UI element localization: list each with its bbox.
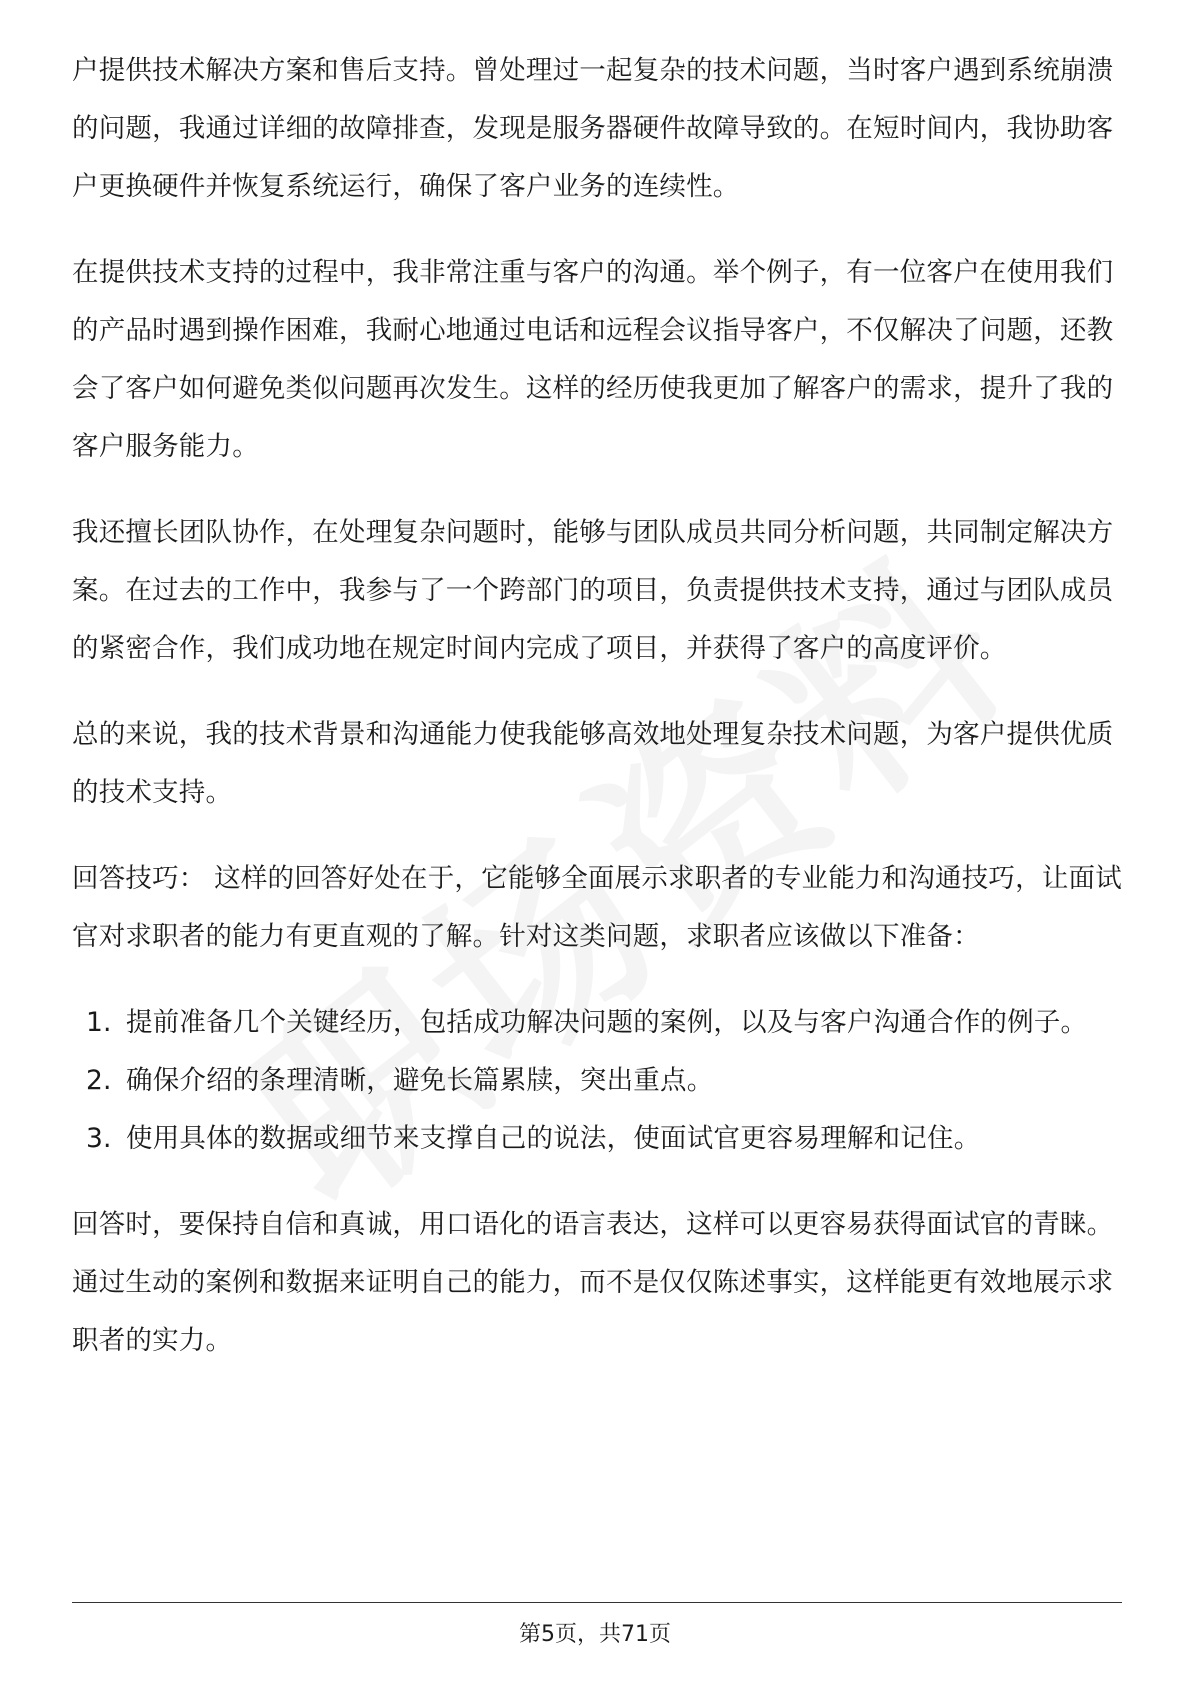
paragraph-teamwork: 我还擅长团队协作，在处理复杂问题时，能够与团队成员共同分析问题，共同制定解决方案。在过去的工作中，我参与了一个跨部门的项目，负责提供技术支持，通过与团队成员的紧密合作，我们成功地在规定时间内完成了项目，并获得了客户的高度评价。 [72, 517, 1114, 664]
page-number: 第5页，共71页 [519, 1622, 671, 1647]
list-item-text: 确保介绍的条理清晰，避免长篇累牍，突出重点。 [126, 1065, 714, 1096]
footer-divider [72, 1602, 1122, 1603]
preparation-list [72, 994, 1122, 1168]
list-item [72, 1052, 1122, 1110]
list-item [72, 994, 1122, 1052]
list-item-number: 2. [86, 1065, 112, 1096]
paragraph-answer-tips: 回答技巧： 这样的回答好处在于，它能够全面展示求职者的专业能力和沟通技巧，让面试官对求职者的能力有更直观的了解。针对这类问题，求职者应该做以下准备： [72, 863, 1122, 952]
list-item [72, 1110, 1122, 1168]
list-item-number: 1. [86, 1007, 112, 1038]
paragraph-technical-support: 户提供技术解决方案和售后支持。曾处理过一起复杂的技术问题，当时客户遇到系统崩溃的问题，我通过详细的故障排查，发现是服务器硬件故障导致的。在短时间内，我协助客户更换硬件并恢复系统运行，确保了客户业务的连续性。 [72, 55, 1114, 202]
paragraph-customer-communication: 在提供技术支持的过程中，我非常注重与客户的沟通。举个例子，有一位客户在使用我们的产品时遇到操作困难，我耐心地通过电话和远程会议指导客户，不仅解决了问题，还教会了客户如何避免类似问题再次发生。这样的经历使我更加了解客户的需求，提升了我的客户服务能力。 [72, 257, 1114, 462]
list-item-text: 使用具体的数据或细节来支撑自己的说法，使面试官更容易理解和记住。 [126, 1123, 981, 1154]
list-item-text: 提前准备几个关键经历，包括成功解决问题的案例，以及与客户沟通合作的例子。 [126, 1007, 1088, 1038]
paragraph-closing: 回答时，要保持自信和真诚，用口语化的语言表达，这样可以更容易获得面试官的青睐。通过生动的案例和数据来证明自己的能力，而不是仅仅陈述事实，这样能更有效地展示求职者的实力。 [72, 1209, 1114, 1356]
document-body [72, 42, 1122, 1398]
list-item-number: 3. [86, 1123, 112, 1154]
paragraph-summary: 总的来说，我的技术背景和沟通能力使我能够高效地处理复杂技术问题，为客户提供优质的技术支持。 [72, 719, 1114, 808]
